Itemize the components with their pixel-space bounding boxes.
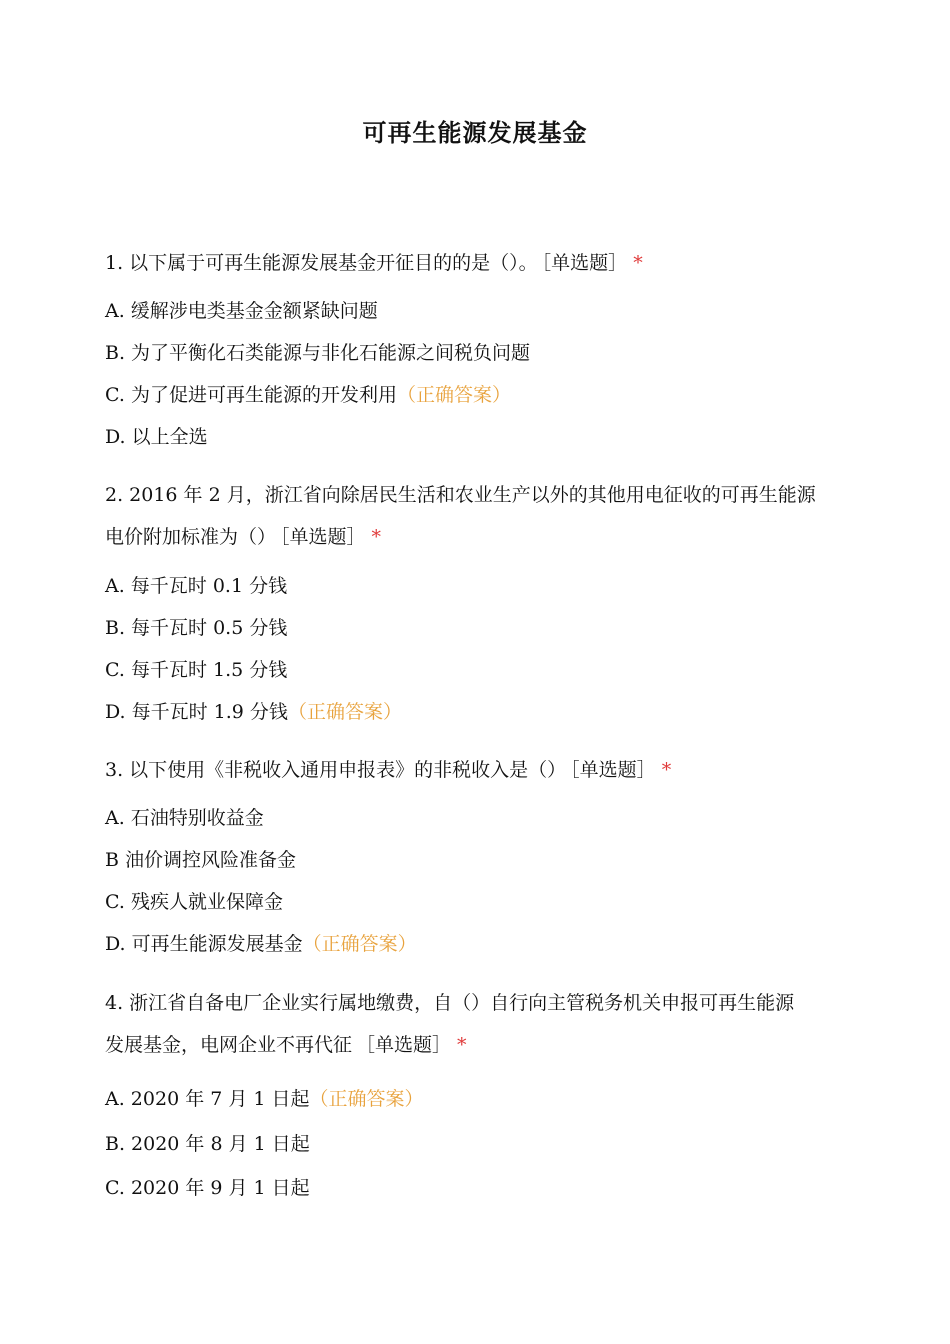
page-title: 可再生能源发展基金 bbox=[362, 119, 588, 147]
question-1-option-a[interactable] bbox=[105, 296, 378, 326]
question-2-text-line-2 bbox=[105, 522, 381, 552]
question-2-option-b[interactable] bbox=[105, 613, 287, 643]
question-1-type: ［单选题］ bbox=[541, 252, 628, 274]
question-1-option-b[interactable] bbox=[105, 338, 530, 368]
question-2-text-line-1 bbox=[105, 480, 816, 510]
question-1-required-mark: * bbox=[633, 252, 643, 274]
option-label: D. 每千瓦时 1.9 分钱 bbox=[105, 701, 288, 723]
question-3-required-mark: * bbox=[661, 759, 672, 781]
question-1-text bbox=[105, 248, 643, 278]
question-4-text-line-1 bbox=[105, 988, 794, 1018]
question-2-stem-line-1: 2. 2016 年 2 月，浙江省向除居民生活和农业生产以外的其他用电征收的可再生能源 bbox=[105, 484, 816, 506]
option-label: B. 为了平衡化石类能源与非化石能源之间税负问题 bbox=[105, 342, 531, 364]
option-label: C. 为了促进可再生能源的开发利用 bbox=[105, 384, 397, 406]
question-2-option-a[interactable] bbox=[105, 571, 287, 601]
question-1-stem: 1. 以下属于可再生能源发展基金开征目的的是（）。 bbox=[105, 252, 538, 274]
option-label: C. 残疾人就业保障金 bbox=[105, 891, 283, 913]
option-label: A. 石油特别收益金 bbox=[105, 807, 264, 829]
question-2-option-c[interactable] bbox=[105, 655, 287, 685]
question-4-option-a[interactable] bbox=[105, 1084, 424, 1114]
correct-answer-tag: （正确答案） bbox=[396, 384, 511, 406]
question-3-stem: 3. 以下使用《非税收入通用申报表》的非税收入是（） bbox=[105, 759, 567, 781]
correct-answer-tag: （正确答案） bbox=[302, 933, 417, 955]
question-3-option-b[interactable] bbox=[105, 845, 296, 875]
question-3-type: ［单选题］ bbox=[570, 759, 656, 781]
question-4-option-c[interactable] bbox=[105, 1173, 310, 1203]
question-1-option-d[interactable] bbox=[105, 422, 208, 452]
option-label: B. 每千瓦时 0.5 分钱 bbox=[105, 617, 288, 639]
question-4-required-mark: * bbox=[457, 1034, 467, 1056]
option-label: D. 可再生能源发展基金 bbox=[105, 933, 303, 955]
option-label: D. 以上全选 bbox=[105, 426, 208, 448]
question-2-option-d[interactable] bbox=[105, 697, 402, 727]
option-label: A. 2020 年 7 月 1 日起 bbox=[105, 1088, 310, 1110]
correct-answer-tag: （正确答案） bbox=[309, 1088, 424, 1110]
question-3-option-d[interactable] bbox=[105, 929, 417, 959]
option-label: C. 每千瓦时 1.5 分钱 bbox=[105, 659, 288, 681]
question-3-option-c[interactable] bbox=[105, 887, 283, 917]
question-1-option-c[interactable] bbox=[105, 380, 511, 410]
question-4-option-b[interactable] bbox=[105, 1129, 310, 1159]
question-2-stem-line-2: 电价附加标准为（） bbox=[105, 526, 277, 548]
question-4-stem-line-2: 发展基金，电网企业不再代征 bbox=[105, 1034, 353, 1056]
option-label: B. 2020 年 8 月 1 日起 bbox=[105, 1133, 310, 1155]
option-label: C. 2020 年 9 月 1 日起 bbox=[105, 1177, 310, 1199]
question-4-type: ［单选题］ bbox=[356, 1034, 452, 1056]
option-label: A. 每千瓦时 0.1 分钱 bbox=[105, 575, 288, 597]
question-3-text bbox=[105, 755, 671, 785]
question-2-type: ［单选题］ bbox=[280, 526, 366, 548]
option-label: B 油价调控风险准备金 bbox=[105, 849, 297, 871]
option-label: A. 缓解涉电类基金金额紧缺问题 bbox=[105, 300, 378, 322]
question-2-required-mark: * bbox=[371, 526, 382, 548]
correct-answer-tag: （正确答案） bbox=[287, 701, 402, 723]
question-4-text-line-2 bbox=[105, 1030, 467, 1060]
question-4-stem-line-1: 4. 浙江省自备电厂企业实行属地缴费，自（）自行向主管税务机关申报可再生能源 bbox=[105, 992, 795, 1014]
question-3-option-a[interactable] bbox=[105, 803, 264, 833]
